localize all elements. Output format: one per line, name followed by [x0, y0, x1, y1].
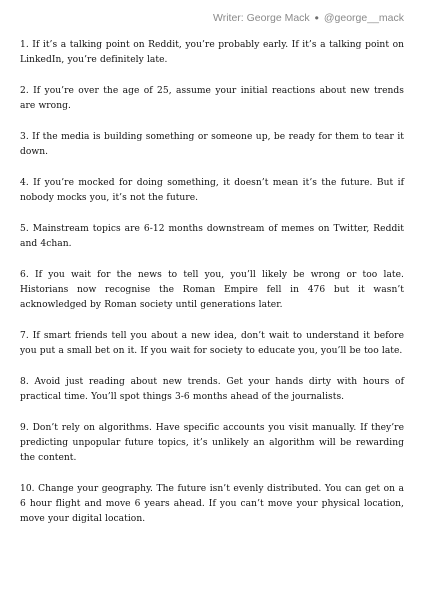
- list-item: 7. If smart friends tell you about a new idea, don’t wait to understand it before you put a small bet on it. If you wait for society to educate you, you’ll be too late.: [20, 331, 404, 356]
- list-item: 2. If you’re over the age of 25, assume your initial reactions about new trends are wrong.: [20, 86, 404, 111]
- list-item: 4. If you’re mocked for doing something, it doesn’t mean it’s the future. But if nobody mocks you, it’s not the future.: [20, 178, 404, 203]
- bullet-separator: •: [314, 11, 319, 25]
- list-item: 6. If you wait for the news to tell you, you’ll likely be wrong or too late. Historians now recognise the Roman Empire fell in 476 but it wasn’t acknowledged by Roman society until generations later.: [20, 270, 404, 310]
- document-body: [20, 38, 404, 527]
- list-item: 1. If it’s a talking point on Reddit, you’re probably early. If it’s a talking point on LinkedIn, you’re definitely late.: [20, 40, 404, 65]
- list-item: 3. If the media is building something or someone up, be ready for them to tear it down.: [20, 132, 404, 157]
- list-item: 10. Change your geography. The future isn’t evenly distributed. You can get on a 6 hour flight and move 6 years ahead. If you can’t move your physical location, move your digital location.: [20, 484, 404, 524]
- list-item: 9. Don’t rely on algorithms. Have specific accounts you visit manually. If they’re predicting unpopular future topics, it’s unlikely an algorithm will be rewarding the content.: [20, 423, 404, 463]
- list-item: 8. Avoid just reading about new trends. Get your hands dirty with hours of practical time. You’ll spot things 3-6 months ahead of the journalists.: [20, 377, 404, 402]
- page-header: [213, 12, 404, 24]
- list-item: 5. Mainstream topics are 6-12 months downstream of memes on Twitter, Reddit and 4chan.: [20, 224, 404, 249]
- writer-credit: Writer: George Mack: [213, 12, 310, 24]
- author-handle: @george__mack: [323, 12, 404, 24]
